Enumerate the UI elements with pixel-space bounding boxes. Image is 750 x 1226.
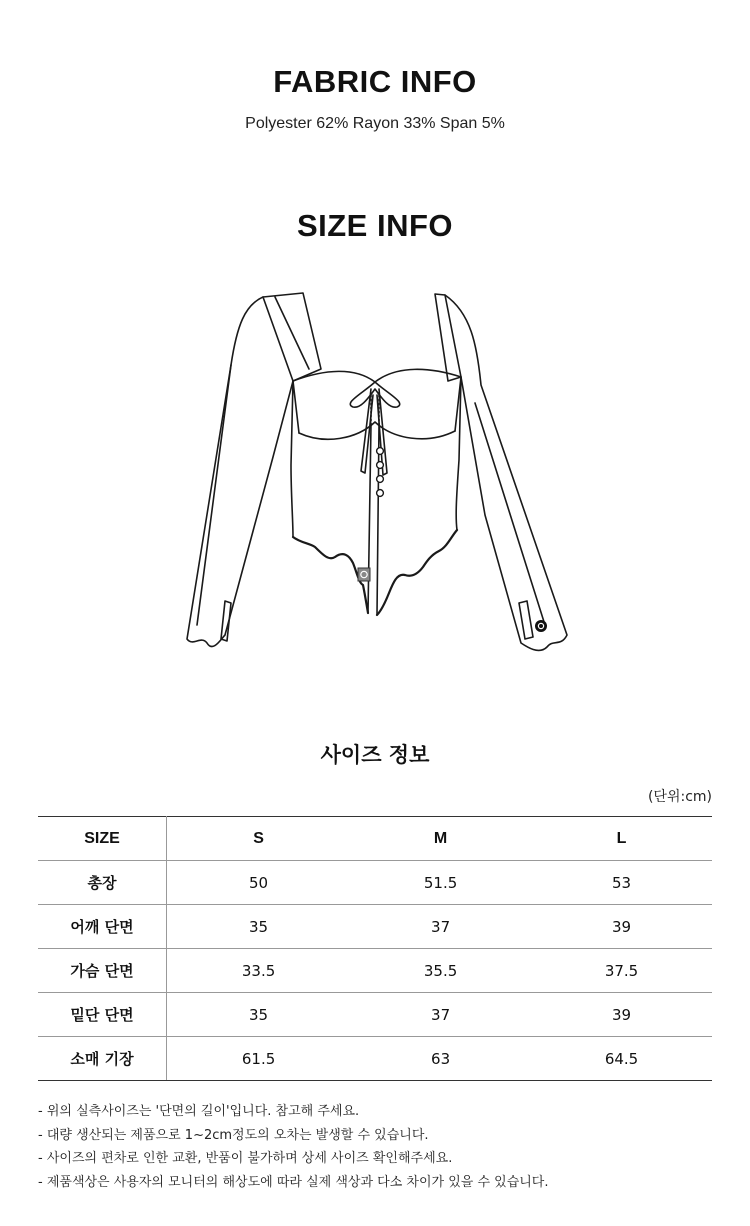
row-label: 소매 기장 <box>38 1037 167 1081</box>
row-label: 가슴 단면 <box>38 949 167 993</box>
unit-label: (단위:cm) <box>647 789 712 805</box>
garment-sketch-icon <box>175 285 575 665</box>
cell-value: 53 <box>531 861 712 905</box>
cell-value: 39 <box>531 993 712 1037</box>
cell-value: 35.5 <box>350 949 531 993</box>
cell-value: 33.5 <box>167 949 351 993</box>
cell-value: 51.5 <box>350 861 531 905</box>
table-header-row <box>38 817 712 861</box>
row-label: 밑단 단면 <box>38 993 167 1037</box>
fabric-info-title: FABRIC INFO <box>273 64 477 99</box>
cell-value: 63 <box>350 1037 531 1081</box>
note-item: - 제품색상은 사용자의 모니터의 해상도에 따라 실제 색상과 다소 차이가 있을 수 있습니다. <box>38 1174 549 1190</box>
cell-value: 35 <box>167 905 351 949</box>
note-item: - 사이즈의 편차로 인한 교환, 반품이 불가하며 상세 사이즈 확인해주세요. <box>38 1151 453 1166</box>
size-table-title: 사이즈 정보 <box>320 743 430 767</box>
table-row <box>38 1037 712 1081</box>
brand-logo-icon <box>358 568 370 581</box>
note-item: - 대량 생산되는 제품으로 1~2cm정도의 오차는 발생할 수 있습니다. <box>38 1127 429 1143</box>
header-size: SIZE <box>38 817 167 861</box>
cell-value: 37 <box>350 905 531 949</box>
table-row <box>38 905 712 949</box>
cell-value: 39 <box>531 905 712 949</box>
row-label: 총장 <box>38 861 167 905</box>
cell-value: 37 <box>350 993 531 1037</box>
header-m: M <box>350 817 531 861</box>
note-item: - 위의 실측사이즈는 '단면의 길이'입니다. 참고해 주세요. <box>38 1104 360 1119</box>
header-s: S <box>167 817 351 861</box>
cell-value: 64.5 <box>531 1037 712 1081</box>
cell-value: 61.5 <box>167 1037 351 1081</box>
size-info-title: SIZE INFO <box>296 208 454 243</box>
cell-value: 50 <box>167 861 351 905</box>
size-table <box>38 816 712 1081</box>
table-row <box>38 949 712 993</box>
cell-value: 35 <box>167 993 351 1037</box>
table-row <box>38 861 712 905</box>
cell-value: 37.5 <box>531 949 712 993</box>
notes-list <box>38 1100 549 1194</box>
header-l: L <box>531 817 712 861</box>
table-row <box>38 993 712 1037</box>
row-label: 어깨 단면 <box>38 905 167 949</box>
fabric-composition: Polyester 62% Rayon 33% Span 5% <box>245 115 505 132</box>
